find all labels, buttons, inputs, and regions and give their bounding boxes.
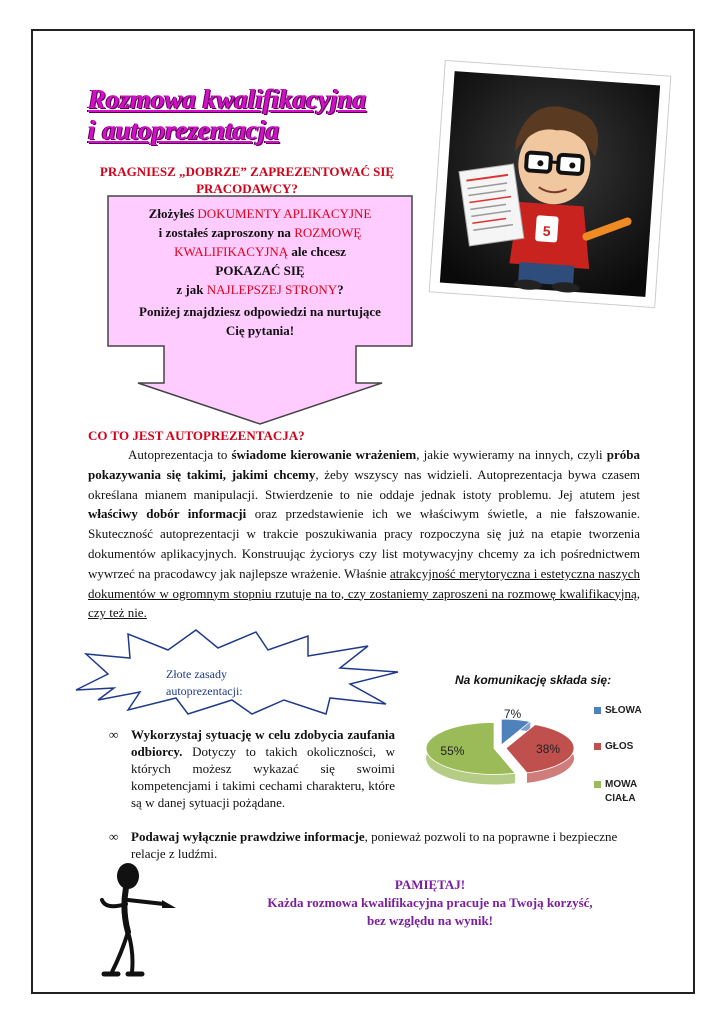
callout-highlight-4: NAJLEPSZEJ STRONY (206, 282, 338, 297)
body-bold-1: świadome kierowanie wrażeniem (231, 447, 417, 462)
bullet-1-mark: ∞ (109, 727, 119, 742)
legend-label-1: GŁOS (605, 741, 634, 752)
legend-swatch-1 (594, 743, 601, 750)
callout-text-6: ? (337, 282, 344, 297)
subtitle-line-1: PRAGNIESZ „DOBRZE” ZAPREZENTOWAĆ SIĘ (99, 164, 395, 179)
remember-note (180, 876, 680, 930)
legend-swatch-2 (594, 781, 601, 788)
legend-swatch-0 (594, 707, 601, 714)
legend-label-2: MOWA CIAŁA (605, 779, 637, 804)
remember-line-1: PAMIĘTAJ! (394, 877, 466, 892)
body-text-3: , żeby wszyscy nas widzieli. Autoprezentacja bywa czasem określana mianem manipulacji. Stwierdzenie to nie oddaje jednak istoty problemu. Jej atutem jest (88, 466, 640, 502)
callout-highlight-2: ROZMOWĘ (294, 225, 362, 240)
callout-text-8: Cię pytania! (225, 323, 295, 338)
callout-text-5: z jak (176, 282, 207, 297)
bullet-2 (109, 828, 641, 862)
legend-label-0: SŁOWA (605, 705, 642, 716)
remember-line-2: Każda rozmowa kwalifikacyjna pracuje na Twoją korzyść, (267, 895, 593, 910)
rules-line-1: Złote zasady (166, 667, 227, 681)
bullet-2-text: , ponieważ pozwoli to na poprawne i bezpieczne relacje z ludźmi. (131, 829, 618, 861)
rules-line-2: autoprezentacji: (166, 684, 243, 698)
body-text-4: oraz przedstawienie ich we właściwym świetle, a nie fałszowanie. Skuteczność autoprezentacji w trakcie poszukiwania pracy rozpoczyna się już na etapie tworzenia dokumentów aplikacyjnych. Konstruując życiorys czy list motywacyjny chcemy za ich pośrednictwem wywrzeć na pracodawcy jak najlepsze wrażenie. Właśnie (88, 506, 641, 581)
callout-text-3: ale chcesz (288, 244, 346, 259)
pointing-figure-icon (92, 860, 182, 980)
chart-title: Na komunikację składa się: (455, 673, 612, 687)
title-line-2: i autoprezentacja (88, 115, 280, 145)
legend-item-0 (594, 704, 642, 718)
section-body (88, 445, 640, 623)
callout-text-2: i zostałeś zaproszony na (158, 225, 295, 240)
section-heading: CO TO JEST AUTOPREZENTACJA? (88, 428, 305, 443)
body-bold-2: próba pokazywania się takimi, jakimi chcemy (88, 447, 640, 482)
body-text-1: Autoprezentacja to (128, 447, 232, 462)
body-text-2: , jakie wywieramy na innych, czyli (416, 447, 607, 462)
pie-label-0: 7% (503, 707, 522, 721)
callout-text (111, 204, 409, 340)
bullet-1 (109, 726, 395, 811)
legend-item-2 (594, 778, 649, 806)
legend-item-1 (594, 740, 633, 754)
rules-label (166, 666, 243, 700)
callout-text-1: Złożyłeś (148, 206, 198, 221)
pie-label-1: 38% (536, 742, 561, 757)
subtitle-line-2: PRACODAWCY? (196, 181, 298, 196)
bullet-2-mark: ∞ (109, 829, 119, 844)
body-underlined: atrakcyjność merytoryczna i estetyczna naszych dokumentów w ogromnym stopniu rzutuje na to, czy zostaniemy zaproszeni na rozmowę kwalifikacyjną, czy też nie. (88, 565, 640, 621)
body-bold-3: właściwy dobór informacji (88, 506, 247, 522)
remember-line-3: bez względu na wynik! (366, 913, 494, 928)
callout-highlight-3: KWALIFIKACYJNĄ (174, 244, 289, 259)
callout-text-7: Poniżej znajdziesz odpowiedzi na nurtujące (139, 304, 381, 319)
callout-text-4: POKAZAĆ SIĘ (215, 263, 305, 278)
pie-label-2: 55% (440, 743, 465, 758)
bullet-1-text: Dotyczy to takich okoliczności, w których możesz wykazać się swoimi kompetencjami i takimi cechami charakteru, które są w danej sytuacji pożądane. (131, 744, 395, 810)
bullet-1-bold: Wykorzystaj sytuację w celu zdobycia zaufania odbiorcy. (131, 727, 395, 759)
pie-chart (410, 690, 590, 800)
bullet-2-bold: Podawaj wyłącznie prawdziwe informacje (131, 829, 365, 844)
title-line-1: Rozmowa kwalifikacyjna (88, 84, 367, 114)
svg-text:5: 5 (542, 222, 552, 240)
callout-highlight-1: DOKUMENTY APLIKACYJNE (197, 206, 372, 221)
